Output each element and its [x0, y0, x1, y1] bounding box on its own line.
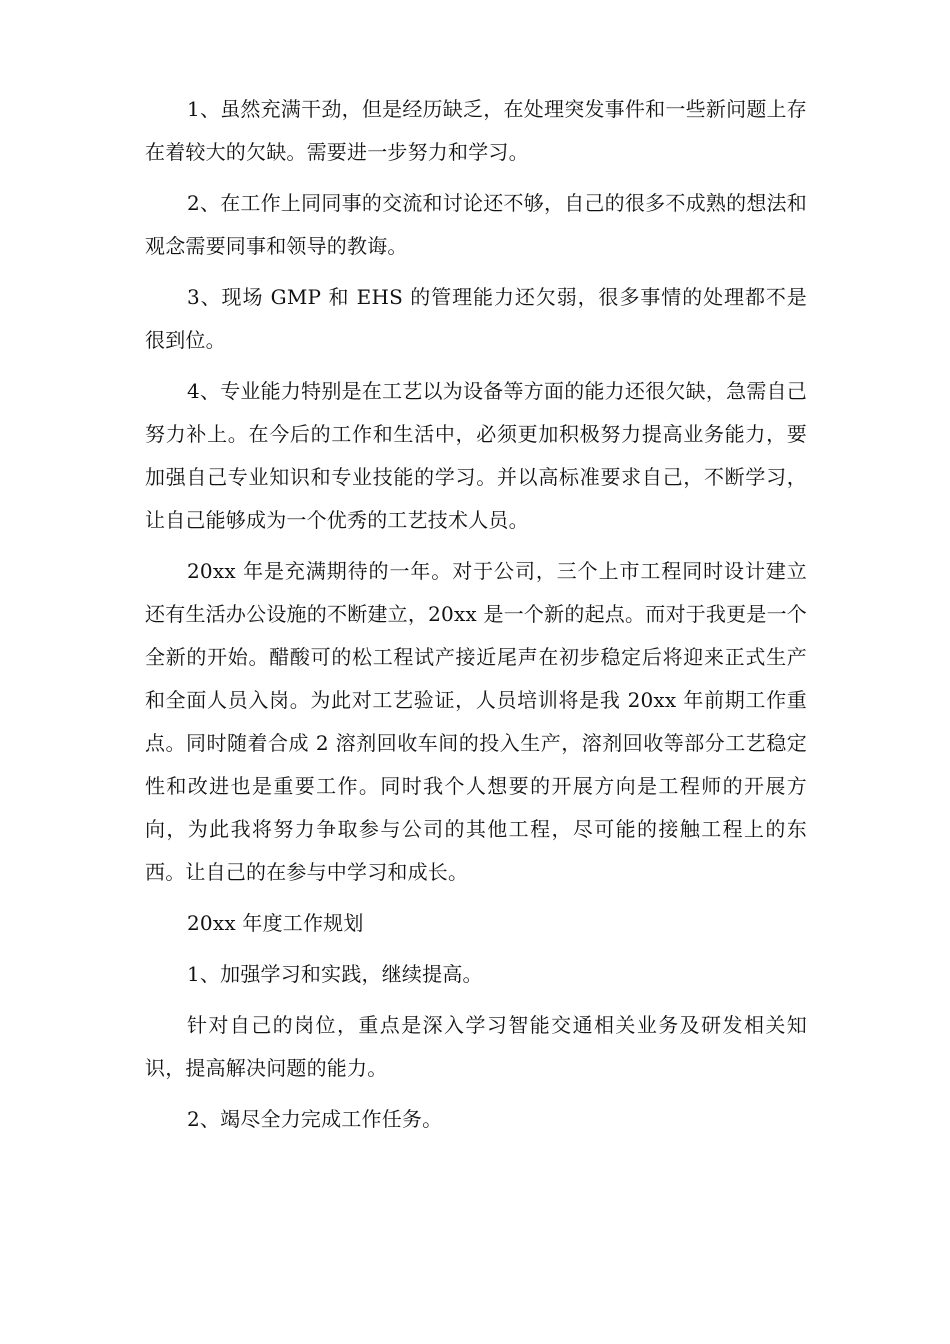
- section-heading-work-plan: 20xx 年度工作规划: [187, 911, 364, 935]
- plan-item-1-detail: 针对自己的岗位，重点是深入学习智能交通相关业务及研发相关知识，提高解决问题的能力。: [145, 1013, 807, 1080]
- paragraph-outlook: 20xx 年是充满期待的一年。对于公司，三个上市工程同时设计建立还有生活办公设施的不断建立，20xx 是一个新的起点。而对于我更是一个全新的开始。醋酸可的松工程试产接近尾声在初步稳定后将迎来正式生产和全面人员入岗。为此对工艺验证，人员培训将是我 20xx 年前期工作重点。同时随着合成 2 溶剂回收车间的投入生产，溶剂回收等部分工艺稳定性和改进也是重要工作。同时我个人想要的开展方向是工程师的开展方向，为此我将努力争取参与公司的其他工程，尽可能的接触工程上的东西。让自己的在参与中学习和成长。: [145, 559, 807, 884]
- plan-item-1: 1、加强学习和实践，继续提高。: [187, 962, 483, 986]
- paragraph-shortcoming-1: 1、虽然充满干劲，但是经历缺乏，在处理突发事件和一些新问题上存在着较大的欠缺。需要进一步努力和学习。: [145, 97, 807, 164]
- paragraph-shortcoming-4: 4、专业能力特别是在工艺以为设备等方面的能力还很欠缺，急需自己努力补上。在今后的工作和生活中，必须更加积极努力提高业务能力，要加强自己专业知识和专业技能的学习。并以高标准要求自己，不断学习，让自己能够成为一个优秀的工艺技术人员。: [145, 379, 807, 532]
- plan-item-2: 2、竭尽全力完成工作任务。: [187, 1107, 443, 1131]
- document-page: [145, 88, 807, 1149]
- paragraph-shortcoming-2: 2、在工作上同同事的交流和讨论还不够，自己的很多不成熟的想法和观念需要同事和领导的教诲。: [145, 191, 807, 258]
- paragraph-shortcoming-3: 3、现场 GMP 和 EHS 的管理能力还欠弱，很多事情的处理都不是很到位。: [145, 285, 807, 352]
